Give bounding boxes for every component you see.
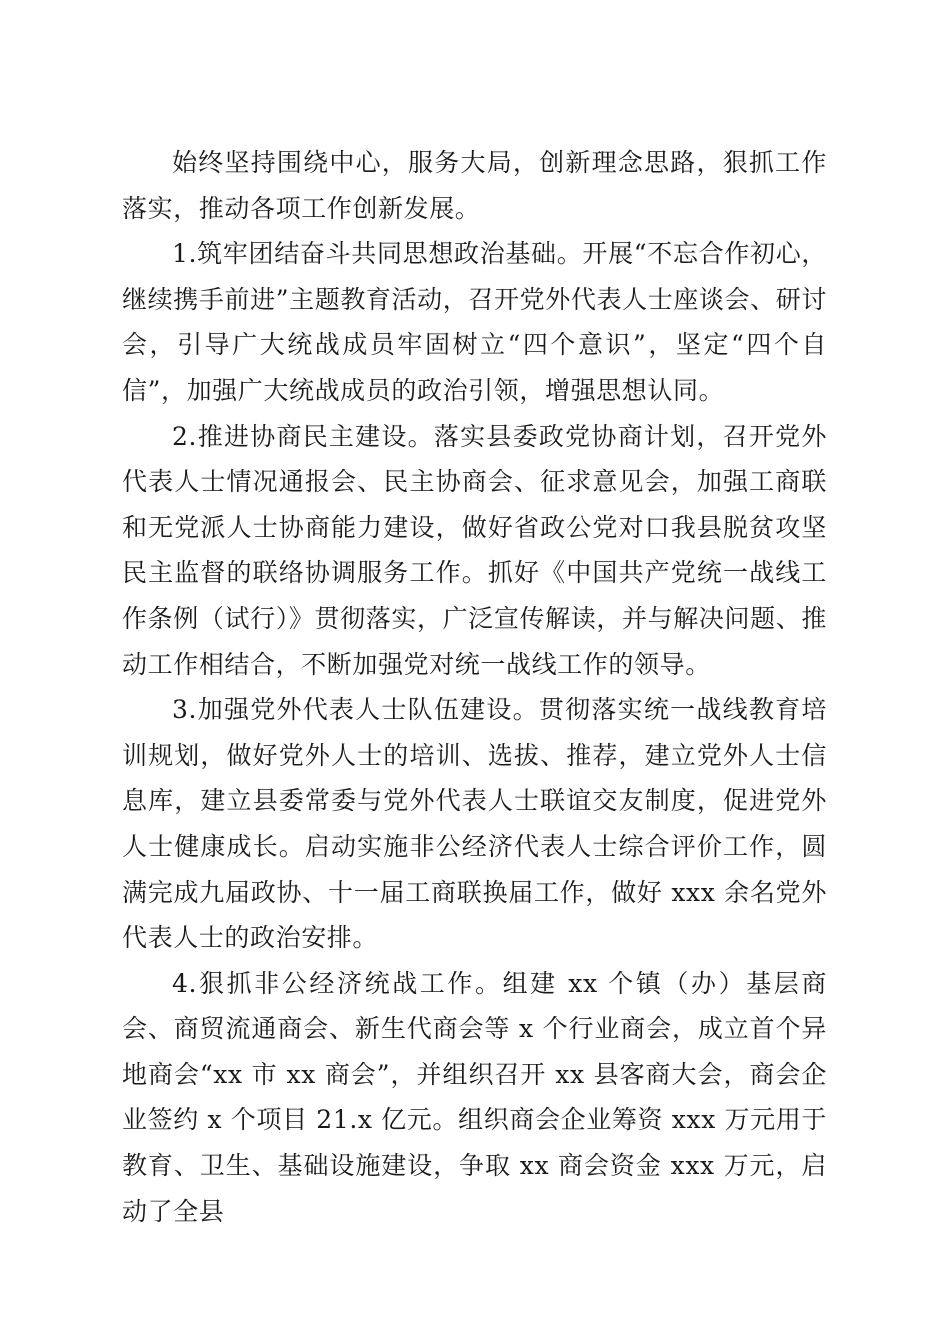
- paragraph-item-1: 1.筑牢团结奋斗共同思想政治基础。开展“不忘合作初心，继续携手前进”主题教育活动，召开党外代表人士座谈会、研讨会，引导广大统战成员牢固树立“四个意识”，坚定“四个自信”，加强广大统战成员的政治引领，增强思想认同。: [122, 239, 827, 405]
- paragraph-item-2: 2.推进协商民主建设。落实县委政党协商计划，召开党外代表人士情况通报会、民主协商会、征求意见会，加强工商联和无党派人士协商能力建设，做好省政公党对口我县脱贫攻坚民主监督的联络协调服务工作。抓好《中国共产党统一战线工作条例（试行）》贯彻落实，广泛宣传解读，并与解决问题、推动工作相结合，不断加强党对统一战线工作的领导。: [122, 421, 827, 679]
- paragraph-intro: 始终坚持围绕中心，服务大局，创新理念思路，狠抓工作落实，推动各项工作创新发展。: [122, 148, 827, 223]
- paragraph-item-3: 3.加强党外代表人士队伍建设。贯彻落实统一战线教育培训规划，做好党外人士的培训、选拔、推荐，建立党外人士信息库，建立县委常委与党外代表人士联谊交友制度，促进党外人士健康成长。启动实施非公经济代表人士综合评价工作，圆满完成九届政协、十一届工商联换届工作，做好 xxx 余名党外代表人士的政治安排。: [122, 695, 827, 953]
- document-body: [122, 140, 827, 1234]
- paragraph-item-4: 4.狠抓非公经济统战工作。组建 xx 个镇（办）基层商会、商贸流通商会、新生代商会等 x 个行业商会，成立首个异地商会“xx 市 xx 商会”，并组织召开 xx 县客商大会，商会企业签约 x 个项目 21.x 亿元。组织商会企业筹资 xxx 万元用于教育、卫生、基础设施建设，争取 xx 商会资金 xxx 万元，启动了全县: [122, 968, 827, 1226]
